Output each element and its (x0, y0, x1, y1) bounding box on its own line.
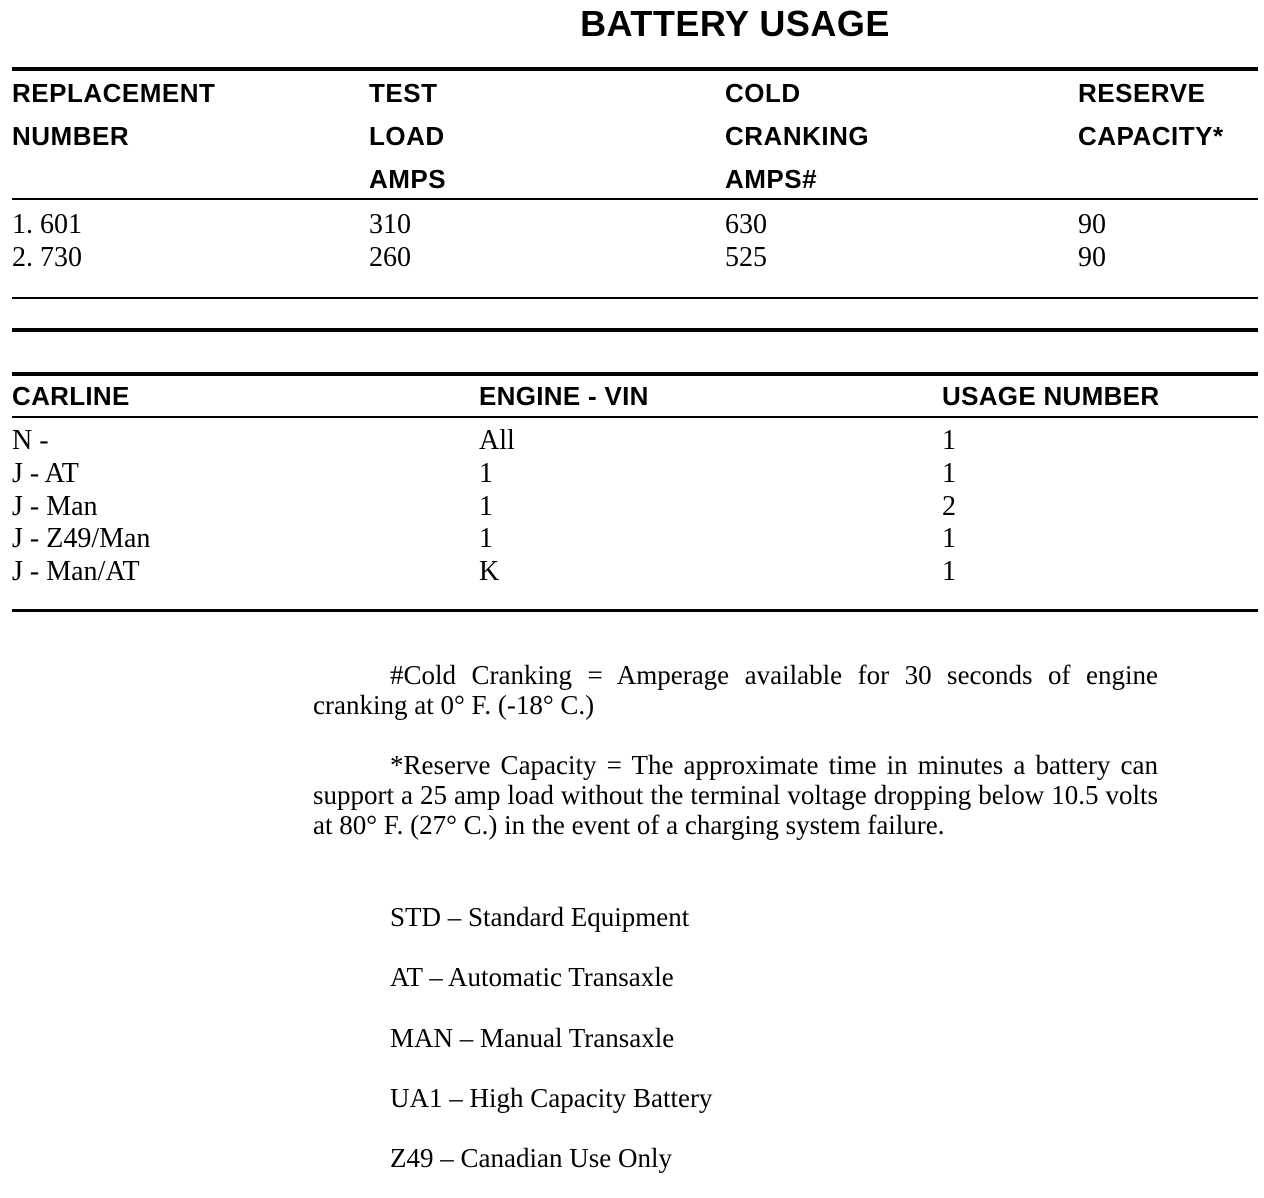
engine-vin-cell: K (479, 556, 500, 587)
engine-vin-cell: 1 (479, 491, 493, 522)
cold-cranking-note: #Cold Cranking = Amperage available for 30 seconds of engine cranking at 0° F. (-18° C.) (313, 660, 1158, 720)
section-divider-rule (12, 328, 1258, 332)
header-test-load-amps: TEST LOAD AMPS (369, 78, 447, 194)
cold-cranking-cell: 525 (725, 242, 767, 273)
header-reserve-capacity: RESERVE CAPACITY* (1078, 78, 1224, 151)
usage-number-cell: 1 (942, 556, 956, 587)
reserve-capacity-cell: 90 (1078, 209, 1106, 240)
carline-cell: J - Man/AT (12, 556, 140, 587)
engine-vin-cell: All (479, 425, 515, 456)
carline-cell: J - AT (12, 458, 79, 489)
header-cold-cranking-amps: COLD CRANKING AMPS# (725, 78, 870, 194)
usage-table-top-rule (12, 372, 1258, 376)
header-engine-vin: ENGINE - VIN (479, 381, 649, 411)
usage-number-cell: 1 (942, 425, 956, 456)
abbreviation-ua1: UA1 – High Capacity Battery (390, 1083, 713, 1113)
header-usage-number: USAGE NUMBER (942, 381, 1160, 411)
reserve-capacity-note: *Reserve Capacity = The approximate time in minutes a battery can support a 25 amp load without the terminal voltage dropping below 10.5 volts at 80° F. (27° C.) in the event of a charging system failure. (313, 750, 1158, 840)
abbreviation-at: AT – Automatic Transaxle (390, 962, 674, 992)
abbreviation-man: MAN – Manual Transaxle (390, 1023, 675, 1053)
battery-table-header-rule (12, 198, 1258, 200)
usage-table-bottom-rule (12, 609, 1258, 612)
battery-table-top-rule (12, 67, 1258, 71)
test-load-cell: 260 (369, 242, 411, 273)
cold-cranking-cell: 630 (725, 209, 767, 240)
page-title: BATTERY USAGE (580, 3, 890, 44)
engine-vin-cell: 1 (479, 523, 493, 554)
abbreviation-z49: Z49 – Canadian Use Only (390, 1143, 672, 1173)
replacement-number-cell: 2. 730 (12, 242, 82, 273)
usage-number-cell: 1 (942, 458, 956, 489)
replacement-number-cell: 1. 601 (12, 209, 82, 240)
usage-table-header-rule (12, 416, 1258, 418)
header-carline: CARLINE (12, 381, 130, 411)
carline-cell: J - Man (12, 491, 98, 522)
battery-table-bottom-rule (12, 297, 1258, 299)
header-replacement-number: REPLACEMENT NUMBER (12, 78, 216, 151)
carline-cell: J - Z49/Man (12, 523, 151, 554)
usage-number-cell: 1 (942, 523, 956, 554)
footnotes (313, 660, 1158, 840)
test-load-cell: 310 (369, 209, 411, 240)
usage-number-cell: 2 (942, 491, 956, 522)
abbreviation-std: STD – Standard Equipment (390, 902, 690, 932)
engine-vin-cell: 1 (479, 458, 493, 489)
carline-cell: N - (12, 425, 49, 456)
reserve-capacity-cell: 90 (1078, 242, 1106, 273)
